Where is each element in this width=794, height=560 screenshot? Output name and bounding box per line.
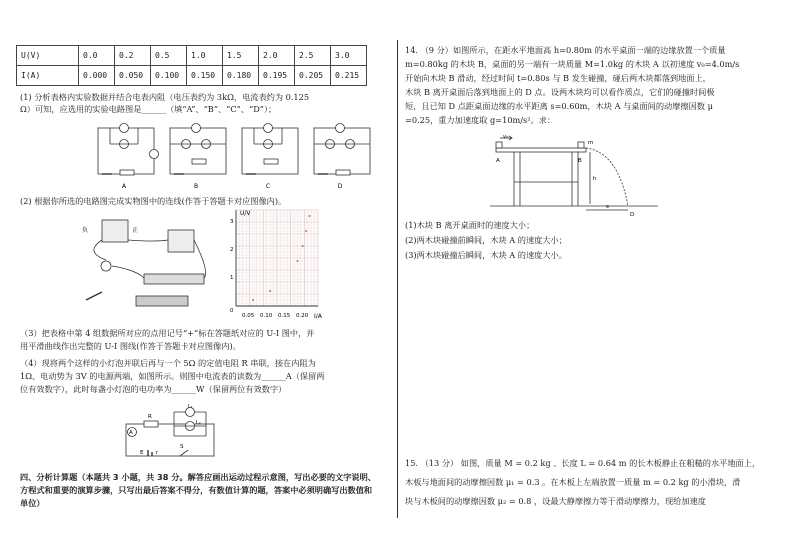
q14-line2: m=0.80kg 的木块 B，桌面的另一端有一块质量 M=1.0kg 的木块 A 以初速度 v₀=4.0m/s: [405, 59, 740, 69]
data-table: [16, 45, 367, 86]
q1-text-line1: (1) 分析表格内实验数据并结合电表内阻（电压表约为 3kΩ，电流表约为 0.125: [20, 92, 310, 102]
q14-sub1: (1)木块 B 离开桌面时的速度大小；: [405, 220, 535, 230]
q4-text-line1: （4）现将两个这样的小灯泡并联后再与一个 5Ω 的定值电阻 R 串联，接在内阻为: [20, 358, 316, 368]
graph-xtick: 0.10: [260, 313, 273, 319]
q4-label-r-internal: r: [156, 450, 159, 456]
graph-ytick: 3: [230, 219, 234, 225]
q4-circuit-figure: [118, 404, 228, 466]
q15-line3: 块与木板间的动摩擦因数 μ₂ = 0.8 ，设最大静摩擦力等于滑动摩擦力，现给加速度: [405, 496, 706, 506]
table-top: [496, 148, 586, 152]
resistor-symbol: [144, 421, 158, 427]
ammeter-device: [168, 230, 194, 252]
lamp-device: [101, 261, 111, 271]
graph-xtick: 0.15: [278, 313, 291, 319]
circuit-a: [98, 124, 159, 176]
q1-text-line2: Ω）可知，应选用的实验电路图是______（填“A”、“B”、“C”、“D”）；: [20, 104, 277, 114]
graph-ylabel: U/V: [240, 210, 251, 217]
table-cell: 0.195: [259, 66, 295, 86]
section4-heading: 四、分析计算题（本题共 3 小题，共 38 分。解答应画出运动过程示意图，写出必要的文字说明、: [20, 472, 376, 482]
graph-point: [252, 299, 254, 301]
q15-line2: 木板与地面间的动摩擦因数 μ₁ = 0.3 。在木板上左端放置一质量 m = 0.2 kg 的小滑块，滑: [405, 477, 741, 487]
q14-line6: =0.25，重力加速度取 g=10m/s²。求：: [405, 115, 556, 125]
block-b: [578, 142, 584, 148]
circuit-c: [242, 124, 298, 175]
q4-label-l1: L₁: [188, 404, 193, 410]
fig-label-v0: v₀: [503, 134, 508, 140]
ui-graph: [222, 206, 326, 324]
table-cell: 0.150: [187, 66, 223, 86]
rheostat-device: [144, 274, 204, 284]
label-fu: 负: [82, 227, 89, 234]
wiring-figure: [76, 212, 216, 318]
table-cell: 0.050: [115, 66, 151, 86]
voltmeter-device: [102, 220, 128, 242]
fig-label-b: B: [578, 158, 582, 164]
graph-point: [302, 245, 304, 247]
table-cell: 1.5: [223, 46, 259, 66]
graph-ytick: 0: [230, 308, 234, 314]
q14-line1: 14. （9 分）如图所示，在距水平地面高 h=0.80m 的水平桌面一端的边缘放置一个质量: [405, 45, 726, 55]
q4-label-l2: L₂: [196, 420, 201, 426]
circuit-label-b: B: [193, 183, 199, 190]
q3-text-line1: （3）把表格中第 4 组数据所对应的点用记号“+”标在答题纸对应的 U-I 图中，并: [20, 328, 315, 338]
graph-ytick: 2: [230, 247, 234, 253]
label-zheng: 正: [132, 227, 139, 234]
table-cell: 0.2: [115, 46, 151, 66]
table-cell: 0.0: [79, 46, 115, 66]
q14-sub3: (3)两木块碰撞后瞬间，木块 A 的速度大小。: [405, 250, 567, 260]
fig-label-a: A: [496, 158, 500, 164]
graph-ytick: 1: [230, 275, 234, 281]
graph-point: [309, 215, 311, 217]
table-cell: 0.205: [295, 66, 331, 86]
graph-point: [269, 290, 271, 292]
section4-line2: 方程式和重要的演算步骤，只写出最后答案不得分，有数值计算的题，答案中必须明确写出数值和: [20, 485, 373, 495]
table-cell: 2.0: [259, 46, 295, 66]
table-cell: 2.5: [295, 46, 331, 66]
q15-line1: 15. （13 分） 如图，质量 M = 0.2 kg 、长度 L = 0.64 m 的长木板静止在粗糙的水平地面上，: [405, 458, 761, 468]
q14-line4: 木块 B 离开桌面后落到地面上的 D 点。设两木块均可以看作质点，它们的碰撞时间极: [405, 87, 715, 97]
graph-point: [297, 260, 299, 262]
table-cell: 0.100: [151, 66, 187, 86]
q2-text-line1: (2) 根据你所选的电路图完成实物图中的连线(作答于答题卡对应图像内)。: [20, 196, 287, 206]
table-header-i: I(A): [17, 66, 79, 86]
switch-device: [86, 292, 102, 300]
q4-label-r: R: [148, 414, 152, 420]
q4-label-e: E: [140, 450, 144, 456]
fig-label-s: s: [606, 204, 609, 210]
circuit-options-figure: [90, 118, 380, 194]
fig-label-d: D: [630, 212, 635, 218]
section4-line3: 单位）: [20, 498, 45, 508]
q4-text-line2: 1Ω、电动势为 3V 的电源两端，如图所示。则图中电流表的读数为______A（保留两: [20, 371, 325, 381]
table-cell: 1.0: [187, 46, 223, 66]
q14-sub2: (2)两木块碰撞前瞬间，木块 A 的速度大小；: [405, 235, 567, 245]
fig-label-h: h: [593, 176, 597, 182]
table-header-u: U(V): [17, 46, 79, 66]
table-cell: 0.215: [331, 66, 367, 86]
table-cell: 0.180: [223, 66, 259, 86]
q14-line3: 开始向木块 B 滑动，经过时间 t=0.80s 与 B 发生碰撞，碰后两木块都落到地面上，: [405, 73, 711, 83]
graph-xlabel: I/A: [314, 313, 322, 320]
q14-figure: [490, 132, 660, 218]
table-cell: 3.0: [331, 46, 367, 66]
column-divider: [397, 40, 398, 518]
graph-xtick: 0.20: [296, 313, 309, 319]
q3-text-line2: 用平滑曲线作出完整的 U-I 图线(作答于答题卡对应图像内)。: [20, 341, 241, 351]
block-a: [496, 142, 502, 148]
q4-label-s: S: [180, 444, 184, 450]
graph-xtick: 0.05: [242, 313, 255, 319]
graph-point: [305, 230, 307, 232]
circuit-b: [170, 124, 226, 175]
q14-line5: 短，且已知 D 点距桌面边缘的水平距离 s=0.60m，木块 A 与桌面间的动摩擦因数 μ: [405, 101, 713, 111]
circuit-label-d: D: [337, 183, 343, 190]
table-cell: 0.5: [151, 46, 187, 66]
circuit-label-a: A: [121, 183, 127, 190]
q4-label-a: A: [129, 430, 133, 436]
table-cell: 0.000: [79, 66, 115, 86]
table-row-current: [17, 66, 367, 86]
circuit-label-c: C: [265, 183, 271, 190]
q4-text-line3: 位有效数字），此时每盏小灯泡的电功率为______W（保留两位有效数字）: [20, 384, 287, 394]
table-row-voltage: [17, 46, 367, 66]
circuit-d: [314, 124, 370, 176]
battery-device: [136, 296, 188, 306]
graph-grid: [236, 210, 318, 306]
fig-label-m: m: [588, 140, 594, 146]
